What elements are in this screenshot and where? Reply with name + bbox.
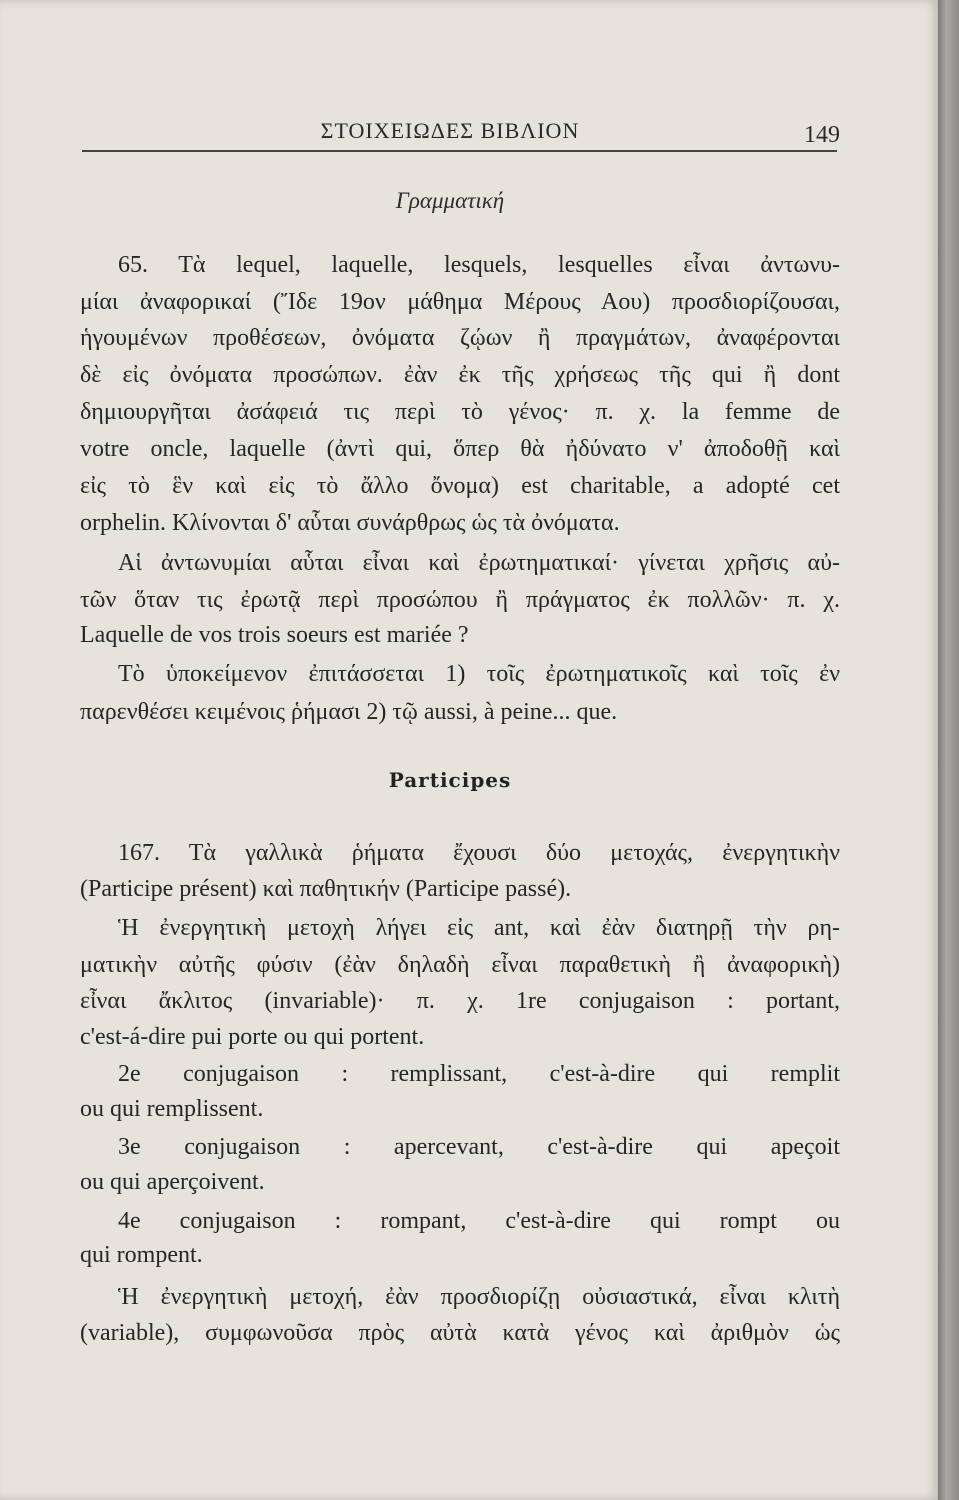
text-line: 65. Τὰ lequel, laquelle, lesquels, lesquelles εἶναι ἀντωνυ-	[118, 252, 840, 278]
text-line: ἡγουμένων προθέσεων, ὀνόματα ζῴων ἢ πραγμάτων, ἀναφέρονται	[80, 325, 840, 351]
text-line: παρενθέσει κειμένοις ῥήμασι 2) τῷ aussi, à peine... que.	[80, 699, 618, 725]
text-line: 4e conjugaison : rompant, c'est-à-dire qui rompt ou	[118, 1208, 840, 1234]
text-line: Ἡ ἐνεργητικὴ μετοχὴ λήγει εἰς ant, καὶ ἐὰν διατηρῇ τὴν ρη-	[118, 915, 840, 941]
page-number: 149	[804, 122, 840, 148]
text-line: qui rompent.	[80, 1242, 203, 1268]
text-line: εἶναι ἄκλιτος (invariable)· π. χ. 1re conjugaison : portant,	[80, 988, 840, 1014]
text-line: (variable), συμφωνοῦσα πρὸς αὐτὰ κατὰ γένος καὶ ἀριθμὸν ὡς	[80, 1320, 840, 1346]
text-line: c'est-á-dire pui porte ou qui portent.	[80, 1024, 425, 1050]
text-line: 2e conjugaison : remplissant, c'est-à-dire qui remplit	[118, 1061, 840, 1087]
text-line: μίαι ἀναφορικαί (Ἴδε 19ον μάθημα Μέρους Αου) προσδιορίζουσαι,	[80, 289, 840, 315]
text-line: Laquelle de vos trois soeurs est mariée ?	[80, 622, 469, 648]
text-line: εἰς τὸ ἓν καὶ εἰς τὸ ἄλλο ὄνομα) est charitable, a adopté cet	[80, 473, 840, 499]
book-edge	[938, 0, 959, 1500]
subtitle: Γραμματική	[395, 188, 505, 213]
text-line: ou qui remplissent.	[80, 1096, 264, 1122]
text-line: (Participe présent) καὶ παθητικήν (Participe passé).	[80, 876, 572, 902]
text-line: ματικὴν αὐτῆς φύσιν (ἐὰν δηλαδὴ εἶναι παραθετικὴ ἢ ἀναφορικὴ)	[80, 952, 840, 978]
text-line: τῶν ὅταν τις ἐρωτᾷ περὶ προσώπου ἢ πράγματος ἐκ πολλῶν· π. χ.	[80, 587, 840, 613]
text-line: orphelin. Κλίνονται δ' αὗται συνάρθρως ὡς τὰ ὀνόματα.	[80, 510, 620, 536]
text-line: Αἱ ἀντωνυμίαι αὗται εἶναι καὶ ἐρωτηματικαί· γίνεται χρῆσις αὐ-	[118, 550, 840, 576]
text-line: votre oncle, laquelle (ἀντὶ qui, ὅπερ θὰ ἠδύνατο ν' ἀποδοθῇ καὶ	[80, 436, 840, 462]
text-line: Ἡ ἐνεργητικὴ μετοχή, ἐὰν προσδιορίζῃ οὐσιαστικά, εἶναι κλιτὴ	[118, 1284, 840, 1310]
running-title: ΣΤΟΙΧΕΙΩΔΕΣ ΒΙΒΛΙΟΝ	[320, 118, 580, 143]
text-line: 167. Τὰ γαλλικὰ ῥήματα ἔχουσι δύο μετοχάς, ἐνεργητικὴν	[118, 840, 840, 866]
text-line: δημιουργῆται ἀσάφειά τις περὶ τὸ γένος· π. χ. la femme de	[80, 399, 840, 425]
text-line: 3e conjugaison : apercevant, c'est-à-dire qui apeçoit	[118, 1134, 840, 1160]
text-line: Τὸ ὑποκείμενον ἐπιτάσσεται 1) τοῖς ἐρωτηματικοῖς καὶ τοῖς ἐν	[118, 661, 840, 687]
text-line: δὲ εἰς ὀνόματα προσώπων. ἐὰν ἐκ τῆς χρήσεως τῆς qui ἢ dont	[80, 362, 840, 388]
section-heading: Participes	[388, 768, 512, 792]
text-line: ou qui aperçoivent.	[80, 1169, 265, 1195]
